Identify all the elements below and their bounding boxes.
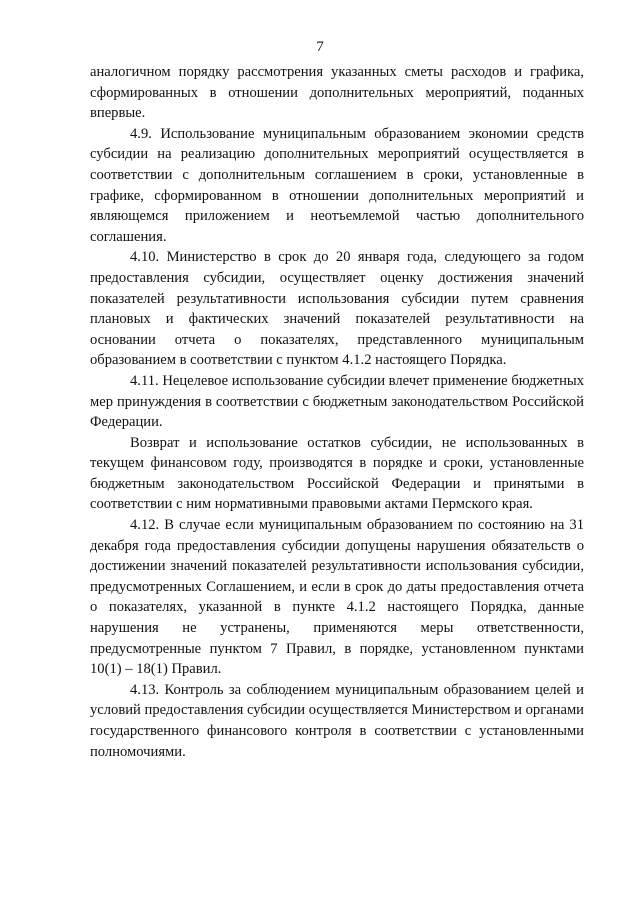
document-body: [90, 62, 584, 762]
paragraph-4-9: 4.9. Использование муниципальным образованием экономии средств субсидии на реализацию дополнительных мероприятий осуществляется в соответствии с дополнительным соглашением в сроки, установленные в графике, сформированном в отношении дополнительных мероприятий и являющемся приложением и неотъемлемой частью дополнительного соглашения.: [90, 125, 584, 245]
paragraph-4-11: 4.11. Нецелевое использование субсидии влечет применение бюджетных мер принуждения в соответствии с бюджетным законодательством Российской Федерации.: [90, 372, 584, 431]
paragraph-4-13: 4.13. Контроль за соблюдением муниципальным образованием целей и условий предоставления субсидии осуществляется Министерством и органами государственного финансового контроля в соответствии с установленными полномочиями.: [90, 681, 584, 760]
page-number: 7: [316, 39, 324, 55]
paragraph-return-of-balances: Возврат и использование остатков субсидии, не использованных в текущем финансовом году, производятся в порядке и сроки, установленные бюджетным законодательством Российской Федерации и принятыми в соответствии с ним нормативными правовыми актами Пермского края.: [90, 434, 584, 513]
paragraph-continuation: аналогичном порядку рассмотрения указанных сметы расходов и графика, сформированных в отношении дополнительных мероприятий, поданных впервые.: [90, 64, 584, 122]
paragraph-4-10: 4.10. Министерство в срок до 20 января года, следующего за годом предоставления субсидии, осуществляет оценку достижения значений показателей результативности использования субсидии путем сравнения плановых и фактических значений показателей результативности на основании отчета о показателях, представленного муниципальным образованием в соответствии с пунктом 4.1.2 настоящего Порядка.: [90, 249, 584, 369]
paragraph-4-12: 4.12. В случае если муниципальным образованием по состоянию на 31 декабря года предоставления субсидии допущены нарушения обязательств о достижении значений показателей результативности использования субсидии, предусмотренных Соглашением, и если в срок до даты предоставления отчета о показателях, указанной в пункте 4.1.2 настоящего Порядка, данные нарушения не устранены, применяются меры ответственности, предусмотренные пунктом 7 Правил, в порядке, установленном пунктами 10(1) – 18(1) Правил.: [90, 517, 584, 678]
